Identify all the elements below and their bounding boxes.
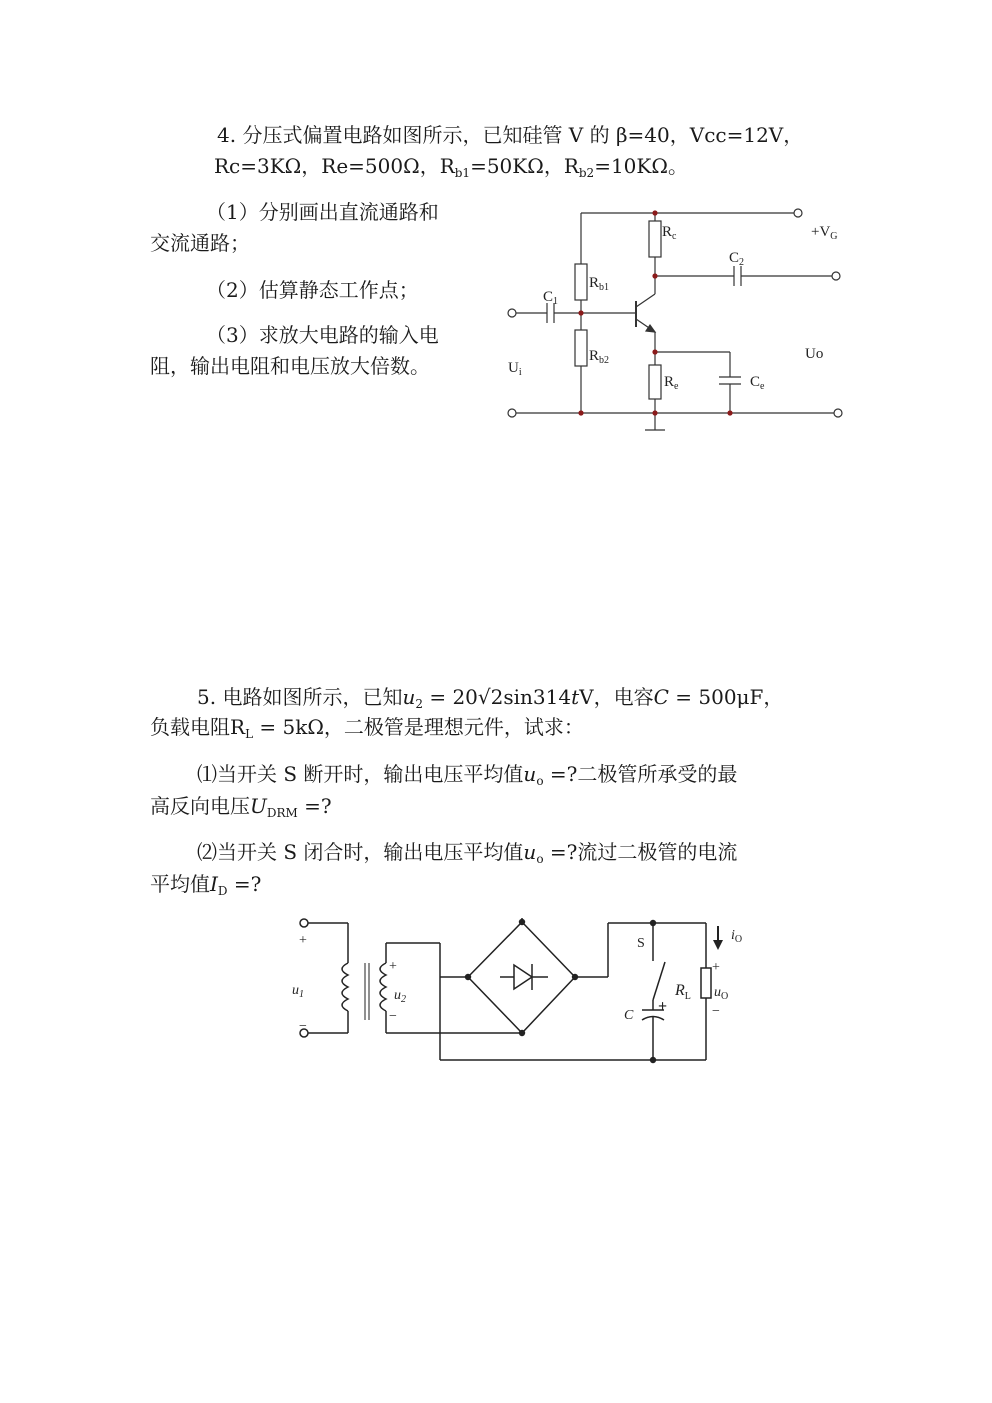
q5-uo: u (523, 762, 537, 786)
q4-re: Re=500Ω (321, 154, 420, 178)
label-c2: $C_2$ (729, 250, 745, 268)
q5-q1-d: =? (297, 794, 332, 818)
label-ui: $U_i$ (508, 360, 522, 378)
q5-load-sub: L (245, 727, 254, 741)
rb1-resistor (575, 264, 587, 300)
label-minus2: − (389, 1009, 397, 1024)
q5-q2-b: =?流过二极管的电流 (543, 840, 738, 864)
label-re: $R_e$ (664, 374, 679, 392)
q4-rb1-sub: b1 (454, 166, 471, 180)
q4-sep: ， (543, 154, 564, 178)
label-rc: $R_c$ (662, 224, 677, 242)
q4-sep: ， (301, 154, 322, 178)
label-plus2: + (389, 959, 397, 974)
q5-intro: 5. 电路如图所示，已知 (197, 685, 403, 709)
q5-q1-a: ⑴当开关 S 断开时，输出电压平均值 (197, 762, 524, 786)
q4-sep: ， (669, 123, 690, 147)
q5-cap-val: = 500μF， (668, 685, 784, 709)
q5-id-sub: D (217, 884, 228, 898)
q5-load: 负载电阻R (150, 715, 246, 739)
label-uo-minus: − (712, 1004, 720, 1019)
q4-item1-b: 交流通路； (150, 231, 250, 255)
q4-item3-a: （3）求放大电路的输入电 (206, 323, 439, 347)
q4-item2: （2）估算静态工作点； (206, 278, 419, 302)
q5-uo-sub: o (536, 852, 544, 866)
label-c: C (624, 1008, 634, 1023)
rl-resistor (701, 968, 711, 998)
q5-udrm-sub: DRM (266, 806, 298, 820)
q4-vcc: Vcc=12V (689, 123, 784, 147)
q4-rb2-sub: b2 (578, 166, 595, 180)
rc-resistor (649, 221, 661, 257)
q4-item3-b: 阻，输出电阻和电压放大倍数。 (150, 354, 430, 378)
q5-u2-sub: 2 (415, 697, 423, 711)
label-uo: $u_O$ (714, 985, 729, 1002)
label-cplus: + (658, 998, 668, 1015)
rb2-resistor (575, 330, 587, 366)
q5-q2-c: 平均值 (150, 872, 210, 896)
q5-load-rest: = 5kΩ，二极管是理想元件，试求： (253, 715, 584, 739)
label-io: $i_O$ (731, 928, 743, 945)
q4-intro: 4. 分压式偏置电路如图所示，已知硅管 V 的 (217, 123, 616, 147)
label-rb1: $R_{b1}$ (589, 275, 610, 293)
q4-sep: ， (783, 123, 804, 147)
secondary-coil (380, 963, 386, 1011)
q5-q1-c: 高反向电压 (150, 794, 250, 818)
q4-circuit (508, 209, 842, 430)
label-plus1: + (299, 933, 307, 948)
q5-t: t (571, 685, 580, 709)
q4-rb1: R (439, 154, 455, 178)
q4-rb2: R (563, 154, 579, 178)
q5-uo: u (523, 840, 537, 864)
label-rl: $R_L$ (675, 982, 691, 1002)
label-uo-plus: + (712, 960, 720, 975)
q4-item1-a: （1）分别画出直流通路和 (206, 200, 439, 224)
q4-rb1-val: =50KΩ (470, 154, 544, 178)
q5-id: I (210, 872, 218, 896)
label-u2: $u_2$ (394, 988, 406, 1005)
q5-circuit (300, 918, 723, 1063)
q5-q1-b: =?二极管所承受的最 (543, 762, 738, 786)
q5-volt: V，电容 (579, 685, 654, 709)
label-c1: $C_1$ (543, 289, 559, 307)
q5-u2-expr: = 20√2sin314 (422, 685, 572, 709)
label-u1: $u_1$ (292, 983, 304, 1000)
q5-q2-a: ⑵当开关 S 闭合时，输出电压平均值 (197, 840, 524, 864)
label-ce: $C_e$ (750, 374, 765, 392)
label-uo: Uo (805, 346, 824, 362)
label-rb2: $R_{b2}$ (589, 348, 610, 366)
q4-rc: Rc=3KΩ (214, 154, 302, 178)
q4-beta: β=40 (615, 123, 670, 147)
label-minus1: − (299, 1019, 307, 1034)
q5-cap: C (653, 685, 669, 709)
label-vg: $+V_G$ (811, 224, 838, 242)
q4-rb2-val: =10KΩ (594, 154, 668, 178)
re-resistor (649, 365, 661, 399)
q5-u2: u (402, 685, 416, 709)
q4-circuit-labels (508, 224, 838, 392)
q4-sep: ， (419, 154, 440, 178)
primary-coil (342, 963, 348, 1011)
diode-icon (514, 965, 532, 989)
q5-q2-d: =? (227, 872, 262, 896)
q4-end: 。 (667, 154, 688, 178)
q5-udrm: U (250, 794, 267, 818)
q5-uo-sub: o (536, 774, 544, 788)
label-s: S (637, 936, 645, 951)
